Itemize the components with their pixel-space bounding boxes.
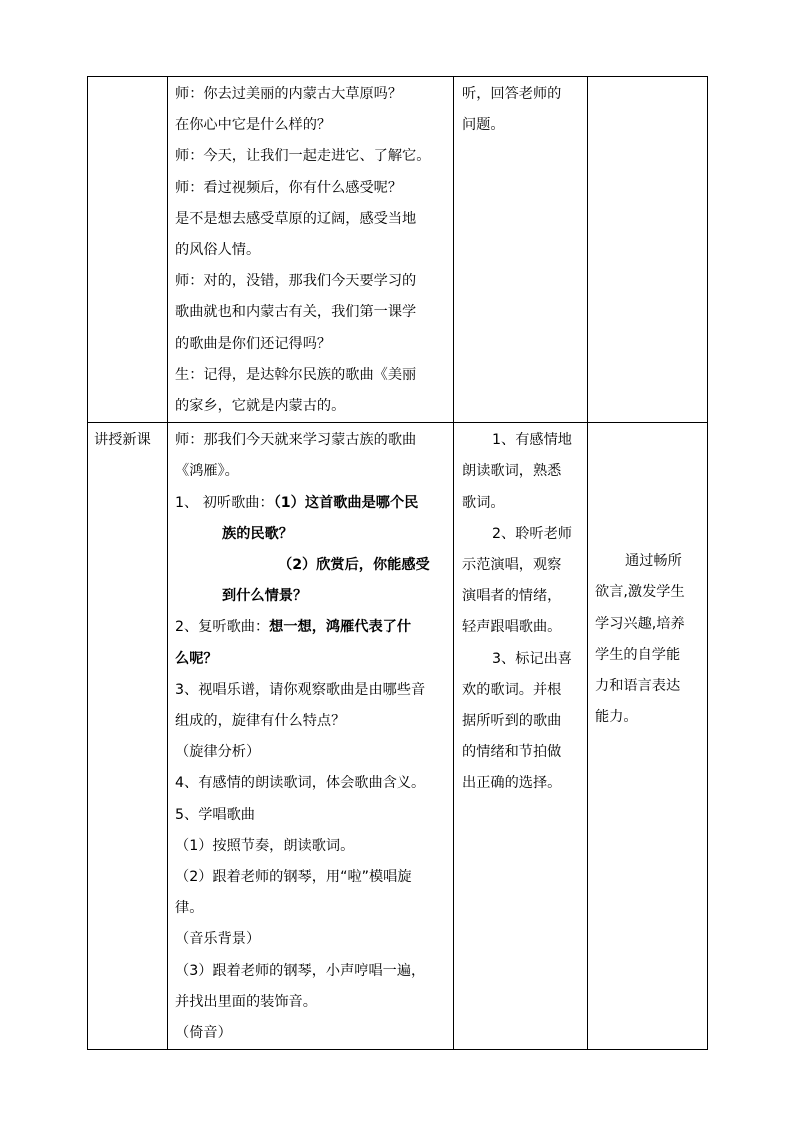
text-line: （倚音） bbox=[175, 1025, 232, 1042]
step-label: 1、 初听歌曲： bbox=[175, 494, 274, 511]
text-line: 组成的，旋律有什么特点？ bbox=[175, 713, 346, 730]
text-line: 是不是想去感受草原的辽阔，感受当地 bbox=[175, 210, 417, 227]
question-text: （2）欣赏后，你能感受 bbox=[278, 557, 430, 574]
design-intent-cell bbox=[588, 77, 708, 423]
text-line: 的风俗人情。 bbox=[175, 242, 261, 259]
text-line bbox=[175, 612, 449, 643]
text-line: 律。 bbox=[175, 900, 204, 917]
text-line: 歌词。 bbox=[462, 494, 505, 511]
design-intent-cell bbox=[588, 423, 708, 1050]
text-line: 演唱者的情绪， bbox=[462, 588, 562, 605]
text-line: 欢的歌词。并根 bbox=[462, 681, 562, 698]
text-line: 学生的自学能 bbox=[595, 646, 681, 663]
stage-cell bbox=[88, 423, 168, 1050]
text-line: 并找出里面的装饰音。 bbox=[175, 993, 317, 1010]
text-line: （3）跟着老师的钢琴，小声哼唱一遍， bbox=[175, 962, 426, 979]
text-line: 通过畅所 bbox=[625, 553, 682, 570]
teacher-activity-cell bbox=[168, 77, 454, 423]
text-line: （音乐背景） bbox=[175, 931, 261, 948]
text-line: 3、视唱乐谱，请你观察歌曲是由哪些音 bbox=[175, 681, 426, 698]
question-text: 到什么情景？ bbox=[222, 588, 308, 605]
text-line: 的情绪和节拍做 bbox=[462, 744, 562, 761]
text-line: 出正确的选择。 bbox=[462, 775, 562, 792]
text-line: 师：那我们今天就来学习蒙古族的歌曲 bbox=[175, 432, 417, 449]
question-text: 么呢？ bbox=[175, 650, 218, 667]
question-text: 族的民歌？ bbox=[222, 525, 293, 542]
text-line: 在你心中它是什么样的？ bbox=[175, 117, 332, 134]
table-row bbox=[88, 423, 708, 1050]
text-line: 2、聆听老师 bbox=[492, 525, 572, 542]
text-line: 师：看过视频后，你有什么感受呢？ bbox=[175, 179, 403, 196]
text-line: 师：你去过美丽的内蒙古大草原吗？ bbox=[175, 86, 403, 102]
table-row bbox=[88, 77, 708, 423]
text-line: （旋律分析） bbox=[175, 744, 261, 761]
text-line: 生：记得，是达斡尔民族的歌曲《美丽 bbox=[175, 366, 417, 383]
stage-cell bbox=[88, 77, 168, 423]
text-line: （1）按照节奏，朗读歌词。 bbox=[175, 837, 355, 854]
text-line: 示范演唱，观察 bbox=[462, 557, 562, 574]
text-line: 学习兴趣,培养 bbox=[595, 615, 685, 632]
text-line: 师：对的，没错，那我们今天要学习的 bbox=[175, 273, 417, 290]
text-line: 欲言,激发学生 bbox=[595, 584, 685, 601]
text-line: 师：今天，让我们一起走进它、了解它。 bbox=[175, 148, 431, 165]
question-text: （1）这首歌曲是哪个民 bbox=[273, 494, 419, 511]
lesson-plan-table bbox=[87, 76, 708, 1050]
text-line bbox=[175, 488, 449, 519]
stage-label: 讲授新课 bbox=[94, 432, 151, 449]
teacher-activity-cell bbox=[168, 423, 454, 1050]
text-line: 3、标记出喜 bbox=[492, 650, 572, 667]
student-activity-cell bbox=[454, 77, 588, 423]
text-line: 能力。 bbox=[595, 709, 638, 726]
text-line: 力和语言表达 bbox=[595, 678, 681, 695]
text-line: 5、学唱歌曲 bbox=[175, 806, 255, 823]
text-line: 据所听到的歌曲 bbox=[462, 713, 562, 730]
text-line: 轻声跟唱歌曲。 bbox=[462, 619, 562, 636]
step-label: 2、复听歌曲： bbox=[175, 619, 270, 636]
question-text: 想一想，鸿雁代表了什 bbox=[269, 619, 412, 636]
text-line: 《鸿雁》。 bbox=[175, 463, 239, 480]
student-activity-cell bbox=[454, 423, 588, 1050]
text-line: 朗读歌词，熟悉 bbox=[462, 463, 562, 480]
text-line: 1、有感情地 bbox=[492, 432, 572, 449]
text-line: 听，回答老师的 bbox=[462, 86, 562, 102]
text-line: 歌曲就也和内蒙古有关，我们第一课学 bbox=[175, 304, 417, 321]
text-line: 的家乡，它就是内蒙古的。 bbox=[175, 398, 346, 415]
text-line: 问题。 bbox=[462, 117, 505, 134]
text-line: （2）跟着老师的钢琴，用“啦”模唱旋 bbox=[175, 869, 412, 886]
text-line: 的歌曲是你们还记得吗？ bbox=[175, 335, 332, 352]
text-line: 4、有感情的朗读歌词，体会歌曲含义。 bbox=[175, 775, 426, 792]
